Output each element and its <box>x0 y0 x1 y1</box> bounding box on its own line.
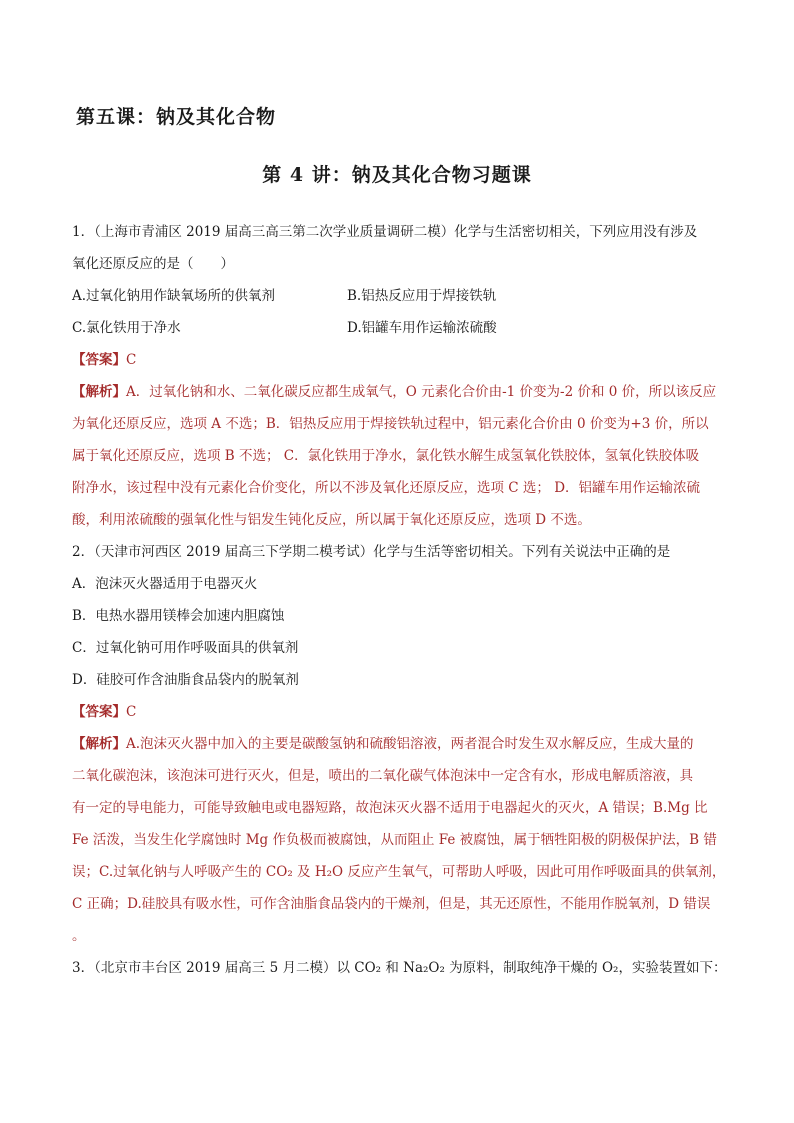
question-1-stem-line: 1．（上海市青浦区 2019 届高三高三第二次学业质量调研二模）化学与生活密切相关，下列应用没有涉及 <box>72 224 698 240</box>
question-1 <box>72 216 724 536</box>
answer-tag: 【答案】 <box>72 704 126 720</box>
question-1-option-d: D.铝罐车用作运输浓硫酸 <box>347 320 497 336</box>
answer-value: C <box>126 352 137 368</box>
question-1-option-a: A.过氧化钠用作缺氧场所的供氧剂 <box>72 288 276 304</box>
answer-value: C <box>126 704 137 720</box>
question-1-analysis-line: 为氧化还原反应，选项 A 不选；B．铝热反应用于焊接铁轨过程中，铝元素化合价由 0 价变为+3 价，所以 <box>72 416 709 432</box>
question-2-option-a: A．泡沫灭火器适用于电器灭火 <box>72 576 258 592</box>
question-1-analysis-line: 酸，利用浓硫酸的强氧化性与铝发生钝化反应，所以属于氧化还原反应，选项 D 不选。 <box>72 512 591 528</box>
question-2-option-c: C．过氧化钠可用作呼吸面具的供氧剂 <box>72 640 299 656</box>
question-1-option-c: C.氯化铁用于净水 <box>72 320 181 336</box>
question-2-analysis-line: Fe 活泼，当发生化学腐蚀时 Mg 作负极而被腐蚀，从而阻止 Fe 被腐蚀，属于牺牲阳极的阴极保护法，B 错 <box>72 832 717 848</box>
question-2-option-b: B．电热水器用镁棒会加速内胆腐蚀 <box>72 608 285 624</box>
question-2-analysis-line: 有一定的导电能力，可能导致触电或电器短路，故泡沫灭火器不适用于电器起火的灭火，A 错误；B.Mg 比 <box>72 800 708 816</box>
question-1-answer <box>72 344 724 376</box>
question-2-analysis-line: 。 <box>72 928 86 944</box>
question-1-stem-line: 氧化还原反应的是（ ） <box>72 256 234 272</box>
question-2-stem: 2．（天津市河西区 2019 届高三下学期二模考试）化学与生活等密切相关。下列有关说法中正确的是 <box>72 544 671 560</box>
analysis-tag: 【解析】 <box>72 736 126 752</box>
question-2-analysis-line: 二氧化碳泡沫，该泡沫可进行灭火，但是，喷出的二氧化碳气体泡沫中一定含有水，形成电解质溶液，具 <box>72 768 693 784</box>
question-2-answer <box>72 696 724 728</box>
question-2-option-d: D．硅胶可作含油脂食品袋内的脱氧剂 <box>72 672 299 688</box>
question-1-options-row <box>72 312 724 344</box>
analysis-text: A.泡沫灭火器中加入的主要是碳酸氢钠和硫酸铝溶液，两者混合时发生双水解反应，生成大量的 <box>126 736 694 752</box>
question-1-option-b: B.铝热反应用于焊接铁轨 <box>347 288 497 304</box>
question-1-analysis-line: 附净水，该过程中没有元素化合价变化，所以不涉及氧化还原反应，选项 C 选； D．铝罐车用作运输浓硫 <box>72 480 701 496</box>
answer-tag: 【答案】 <box>72 352 126 368</box>
question-2 <box>72 536 724 952</box>
question-1-analysis-line <box>72 376 724 408</box>
question-1-options-row <box>72 280 724 312</box>
question-2-analysis-line: 误；C.过氧化钠与人呼吸产生的 CO₂ 及 H₂O 反应产生氧气，可帮助人呼吸，因此可用作呼吸面具的供氧剂， <box>72 864 726 880</box>
question-3 <box>72 952 727 984</box>
lecture-title: 第 4 讲：钠及其化合物习题课 <box>262 164 532 186</box>
question-2-analysis-line: C 正确；D.硅胶具有吸水性，可作含油脂食品袋内的干燥剂，但是，其无还原性，不能用作脱氧剂，D 错误 <box>72 896 711 912</box>
question-3-stem: 3．（北京市丰台区 2019 届高三 5 月二模）以 CO₂ 和 Na₂O₂ 为原料，制取纯净干燥的 O₂，实验装置如下： <box>72 960 727 976</box>
lesson-title: 第五课：钠及其化合物 <box>76 106 277 128</box>
analysis-text: A．过氧化钠和水、二氧化碳反应都生成氧气，O 元素化合价由-1 价变为-2 价和 0 价，所以该反应 <box>126 384 717 400</box>
question-1-analysis-line: 属于氧化还原反应，选项 B 不选； C．氯化铁用于净水，氯化铁水解生成氢氧化铁胶体，氢氧化铁胶体吸 <box>72 448 700 464</box>
analysis-tag: 【解析】 <box>72 384 126 400</box>
question-2-analysis-line <box>72 728 724 760</box>
